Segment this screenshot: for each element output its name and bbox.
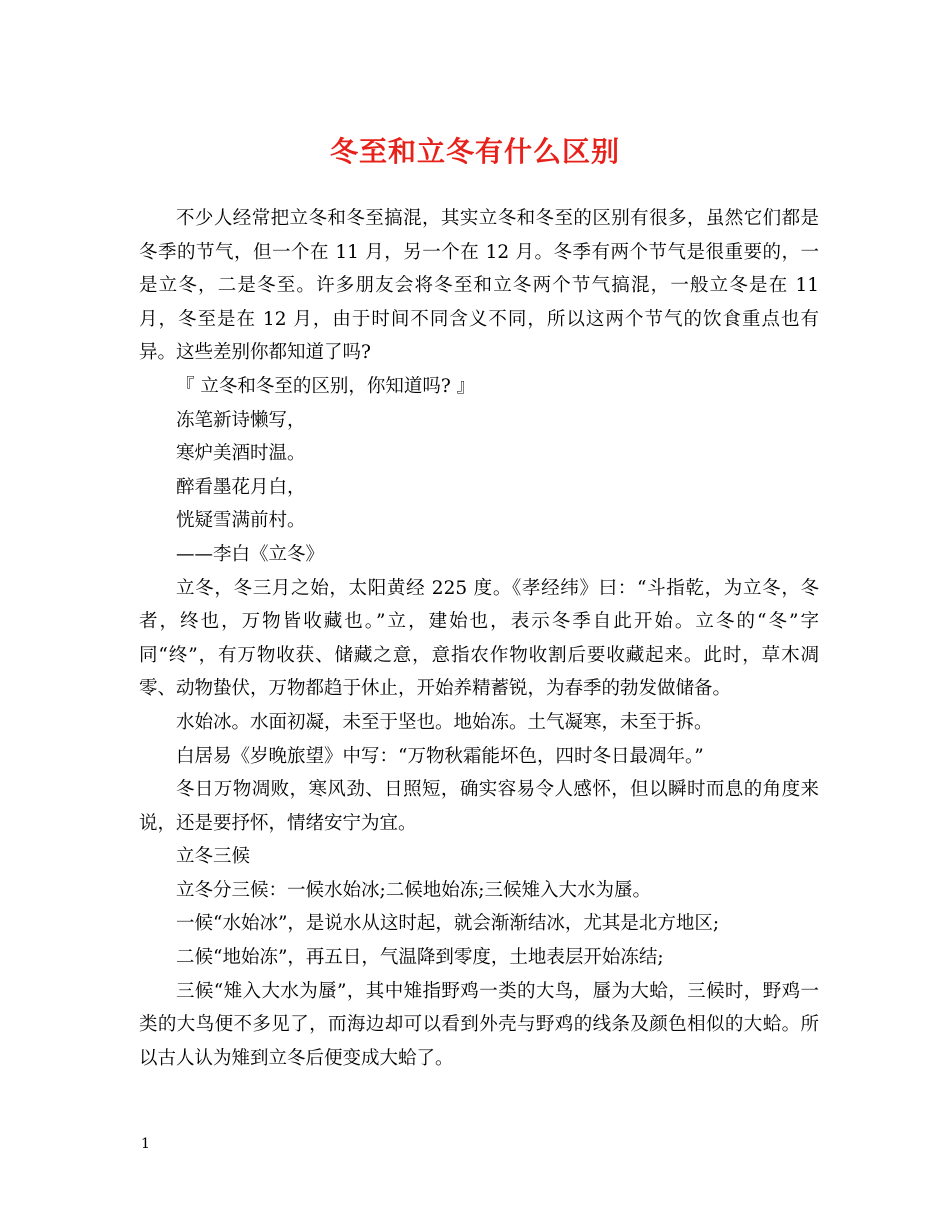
- subsection-heading: 立冬三候: [176, 846, 251, 868]
- section-heading: 『 立冬和冬至的区别，你知道吗? 』: [176, 375, 476, 397]
- body-paragraph: 冬日万物凋败，寒风劲、日照短，确实容易令人感怀，但以瞬时而息的角度来说，还是要抒怀，情绪安宁为宜。: [139, 779, 819, 834]
- article-body: [139, 202, 819, 1075]
- body-paragraph: 立冬分三候：一候水始冰;二候地始冻;三候雉入大水为蜃。: [176, 879, 651, 901]
- body-paragraph: 三候“雉入大水为蜃”，其中雉指野鸡一类的大鸟，蜃为大蛤，三候时，野鸡一类的大鸟便不多见了，而海边却可以看到外壳与野鸡的线条及颜色相似的大蛤。所以古人认为雉到立冬后便变成大蛤了。: [139, 980, 819, 1069]
- body-paragraph: 立冬，冬三月之始，太阳黄经 225 度。《孝经纬》曰：“斗指乾，为立冬，冬者，终也，万物皆收藏也。”立，建始也，表示冬季自此开始。立冬的“冬”字同“终”，有万物收获、储藏之意，意指农作物收割后要收藏起来。此时，草木凋零、动物蛰伏，万物都趋于休止，开始养精蓄锐，为春季的勃发做储备。: [139, 577, 819, 700]
- poem-line: 恍疑雪满前村。: [176, 510, 306, 532]
- intro-paragraph: 不少人经常把立冬和冬至搞混，其实立冬和冬至的区别有很多，虽然它们都是冬季的节气，但一个在 11 月，另一个在 12 月。冬季有两个节气是很重要的，一是立冬，二是冬至。许多朋友会将冬至和立冬两个节气搞混，一般立冬是在 11 月，冬至是在 12 月，由于时间不同含义不同，所以这两个节气的饮食重点也有异。这些差别你都知道了吗?: [139, 208, 819, 364]
- poem-line: 冻笔新诗懒写，: [176, 409, 306, 431]
- page-title: 冬至和立冬有什么区别: [329, 135, 620, 168]
- poem-line: 醉看墨花月白，: [176, 476, 306, 498]
- poem-attribution: ——李白《立冬》: [176, 543, 325, 565]
- page-number: 1: [141, 1136, 150, 1152]
- body-paragraph: 一候“水始冰”，是说水从这时起，就会渐渐结冰，尤其是北方地区;: [176, 913, 720, 935]
- body-paragraph: 水始冰。水面初凝，未至于坚也。地始冻。土气凝寒，未至于拆。: [176, 711, 713, 733]
- body-paragraph: 白居易《岁晚旅望》中写：“万物秋霜能坏色，四时冬日最凋年。”: [176, 745, 704, 767]
- poem-line: 寒炉美酒时温。: [176, 443, 306, 465]
- body-paragraph: 二候“地始冻”，再五日，气温降到零度，土地表层开始冻结;: [176, 947, 664, 969]
